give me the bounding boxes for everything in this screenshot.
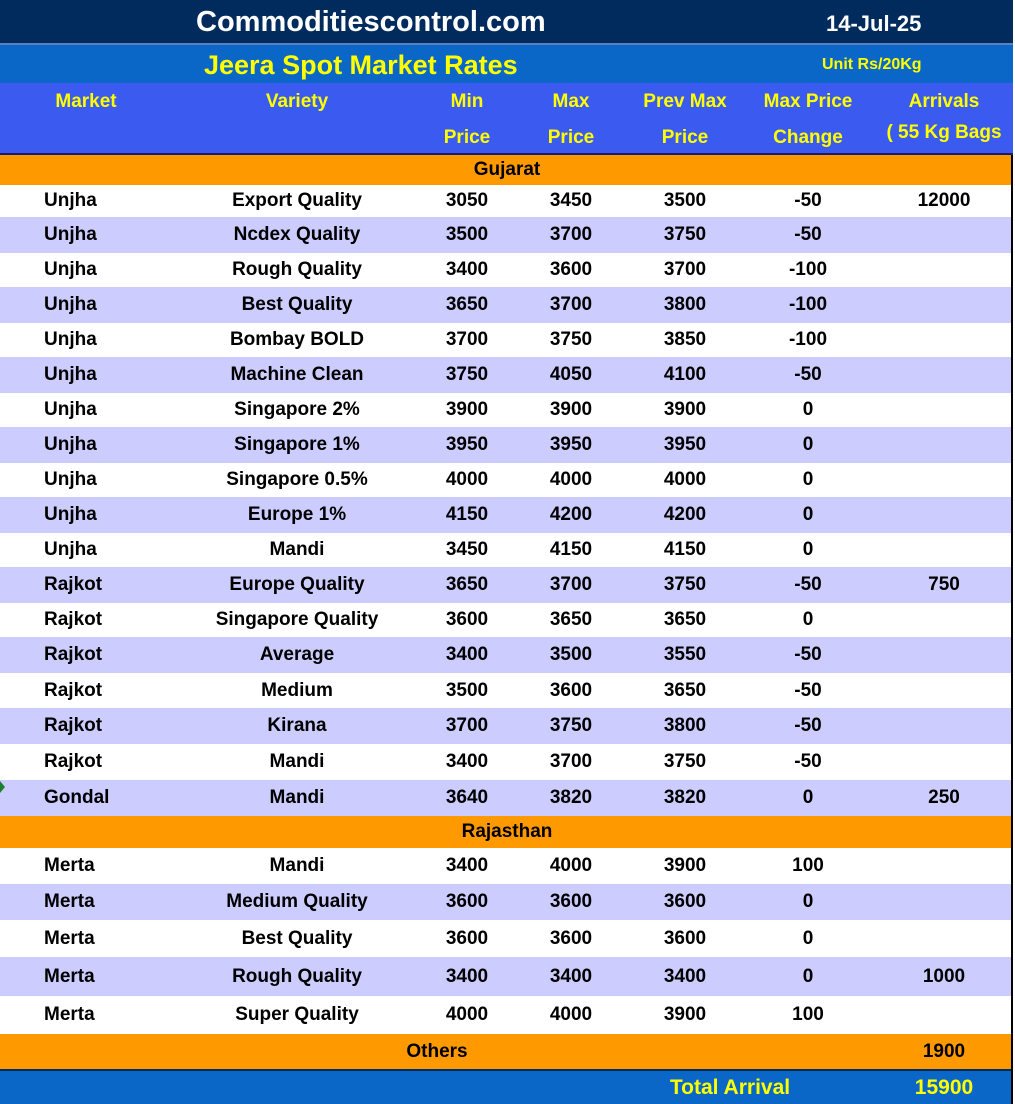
max-change-cell: 0 <box>802 434 814 455</box>
table-row <box>0 920 1011 957</box>
variety-cell: Bombay BOLD <box>229 329 365 350</box>
market-cell: Rajkot <box>44 644 103 665</box>
max-change-cell: -50 <box>794 364 822 385</box>
arrivals-cell: 1000 <box>922 965 966 987</box>
arrivals-cell: 750 <box>928 574 960 595</box>
market-cell: Unjha <box>44 259 97 280</box>
variety-cell: Singapore 2% <box>234 399 360 420</box>
max-change-cell: 0 <box>802 539 814 560</box>
max-price-cell: 3450 <box>549 190 593 211</box>
max-change-cell: -100 <box>788 294 828 315</box>
variety-cell: Europe 1% <box>247 504 347 525</box>
market-cell: Rajkot <box>44 574 103 595</box>
column-header-row <box>0 83 1013 155</box>
prev-max-cell: 3700 <box>663 259 707 280</box>
prev-max-cell: 3800 <box>663 715 707 736</box>
total-bar <box>0 1069 1011 1104</box>
market-cell: Unjha <box>44 469 97 490</box>
market-cell: Unjha <box>44 329 97 350</box>
table-row <box>0 427 1011 463</box>
col-max-header: Max <box>552 91 590 112</box>
market-cell: Unjha <box>44 364 97 385</box>
col-arrivals-header: Arrivals <box>908 91 980 112</box>
col-prev-max-header-2: Price <box>661 127 709 148</box>
max-change-cell: -50 <box>794 715 822 736</box>
table-row <box>0 637 1011 673</box>
others-arrivals: 1900 <box>922 1040 966 1062</box>
max-price-cell: 3500 <box>549 644 593 665</box>
prev-max-cell: 3550 <box>663 644 707 665</box>
max-change-cell: 0 <box>802 399 814 420</box>
report-date: 14-Jul-25 <box>826 11 922 36</box>
col-prev-max-header: Prev Max <box>643 91 727 112</box>
prev-max-cell: 3900 <box>663 399 707 420</box>
max-price-cell: 3750 <box>549 329 593 350</box>
market-cell: Rajkot <box>44 751 103 772</box>
table-row <box>0 744 1011 780</box>
col-max-header-2: Price <box>547 127 595 148</box>
min-price-cell: 3600 <box>445 891 489 912</box>
cell-marker <box>0 781 5 793</box>
table-row <box>0 533 1011 567</box>
max-change-cell: -50 <box>794 574 822 595</box>
variety-cell: Medium Quality <box>226 891 368 912</box>
max-price-cell: 4150 <box>549 539 593 560</box>
prev-max-cell: 3650 <box>663 679 707 701</box>
col-change-header-2: Change <box>773 127 843 148</box>
max-change-cell: 100 <box>792 1003 824 1025</box>
table-row <box>0 357 1011 393</box>
max-price-cell: 4000 <box>549 469 593 490</box>
prev-max-cell: 3600 <box>663 891 707 912</box>
col-variety-header: Variety <box>265 91 329 112</box>
section-rajasthan-label: Rajasthan <box>461 821 553 842</box>
market-cell: Merta <box>44 891 95 912</box>
market-cell: Merta <box>44 965 95 987</box>
prev-max-cell: 4000 <box>663 469 707 490</box>
max-change-cell: 0 <box>802 787 814 808</box>
min-price-cell: 3500 <box>445 679 489 701</box>
prev-max-cell: 3600 <box>663 927 707 949</box>
max-change-cell: 0 <box>802 965 814 987</box>
prev-max-cell: 3500 <box>663 190 707 211</box>
max-price-cell: 3900 <box>549 399 593 420</box>
table-row <box>0 603 1011 637</box>
max-price-cell: 3600 <box>549 259 593 280</box>
market-cell: Unjha <box>44 294 97 315</box>
market-cell: Gondal <box>44 787 110 808</box>
prev-max-cell: 3750 <box>663 751 707 772</box>
min-price-cell: 3400 <box>445 855 489 876</box>
min-price-cell: 3400 <box>445 965 489 987</box>
max-change-cell: -100 <box>788 329 828 350</box>
max-change-cell: 0 <box>802 891 814 912</box>
max-change-cell: -100 <box>788 259 828 280</box>
section-rajasthan <box>0 816 1011 848</box>
variety-cell: Super Quality <box>235 1003 359 1025</box>
variety-cell: Medium <box>261 679 333 701</box>
market-cell: Unjha <box>44 539 97 560</box>
prev-max-cell: 3400 <box>663 965 707 987</box>
max-price-cell: 3700 <box>549 574 593 595</box>
total-value: 15900 <box>914 1075 974 1099</box>
prev-max-cell: 3820 <box>663 787 707 808</box>
market-cell: Merta <box>44 1003 95 1025</box>
max-price-cell: 4000 <box>549 1003 593 1025</box>
market-cell: Merta <box>44 855 95 876</box>
variety-cell: Best Quality <box>241 927 353 949</box>
max-price-cell: 3750 <box>549 715 593 736</box>
site-banner <box>0 0 1013 45</box>
min-price-cell: 3400 <box>445 259 489 280</box>
max-price-cell: 3650 <box>549 609 593 630</box>
min-price-cell: 3450 <box>445 539 489 560</box>
title-banner <box>0 45 1013 83</box>
max-change-cell: 0 <box>802 504 814 525</box>
market-cell: Rajkot <box>44 715 103 736</box>
table-row <box>0 567 1011 603</box>
table-row <box>0 323 1011 357</box>
site-name: Commoditiescontrol.com <box>196 6 546 38</box>
min-price-cell: 3700 <box>445 329 489 350</box>
prev-max-cell: 3950 <box>663 434 707 455</box>
market-cell: Unjha <box>44 434 97 455</box>
max-price-cell: 3700 <box>549 224 593 245</box>
min-price-cell: 3650 <box>445 294 489 315</box>
min-price-cell: 3600 <box>445 927 489 949</box>
table-row <box>0 497 1011 533</box>
max-price-cell: 4200 <box>549 504 593 525</box>
table-row <box>0 996 1011 1033</box>
min-price-cell: 3050 <box>445 190 489 211</box>
variety-cell: Mandi <box>269 751 325 772</box>
min-price-cell: 3950 <box>445 434 489 455</box>
min-price-cell: 3700 <box>445 715 489 736</box>
page-title: Jeera Spot Market Rates <box>204 50 518 80</box>
max-change-cell: 0 <box>802 609 814 630</box>
table-row <box>0 463 1011 497</box>
max-change-cell: 100 <box>792 855 824 876</box>
col-min-header: Min <box>450 91 484 112</box>
unit-label: Unit Rs/20Kg <box>822 56 922 73</box>
max-price-cell: 3700 <box>549 294 593 315</box>
variety-cell: Ncdex Quality <box>233 224 361 245</box>
max-price-cell: 3600 <box>549 891 593 912</box>
table-row <box>0 253 1011 287</box>
prev-max-cell: 3850 <box>663 329 707 350</box>
min-price-cell: 3750 <box>445 364 489 385</box>
max-price-cell: 3400 <box>549 965 593 987</box>
variety-cell: Singapore 1% <box>234 434 360 455</box>
min-price-cell: 3400 <box>445 751 489 772</box>
table-row <box>0 708 1011 744</box>
others-row <box>0 1034 1011 1069</box>
col-min-header-2: Price <box>443 127 491 148</box>
max-price-cell: 4000 <box>549 855 593 876</box>
variety-cell: Machine Clean <box>230 364 364 385</box>
col-change-header: Max Price <box>763 91 853 112</box>
prev-max-cell: 3750 <box>663 224 707 245</box>
max-change-cell: 0 <box>802 927 814 949</box>
max-change-cell: -50 <box>794 679 822 701</box>
max-change-cell: 0 <box>802 469 814 490</box>
arrivals-cell: 12000 <box>917 190 971 211</box>
min-price-cell: 3900 <box>445 399 489 420</box>
prev-max-cell: 4150 <box>663 539 707 560</box>
market-cell: Unjha <box>44 399 97 420</box>
variety-cell: Europe Quality <box>229 574 365 595</box>
market-cell: Unjha <box>44 504 97 525</box>
variety-cell: Export Quality <box>232 190 362 211</box>
max-change-cell: -50 <box>794 190 822 211</box>
variety-cell: Mandi <box>269 787 325 808</box>
variety-cell: Singapore 0.5% <box>226 469 368 490</box>
max-price-cell: 4050 <box>549 364 593 385</box>
table-row <box>0 185 1011 217</box>
table-row <box>0 957 1011 996</box>
min-price-cell: 3600 <box>445 609 489 630</box>
max-price-cell: 3950 <box>549 434 593 455</box>
table-row <box>0 393 1011 427</box>
table-row <box>0 287 1011 323</box>
max-price-cell: 3700 <box>549 751 593 772</box>
min-price-cell: 3640 <box>445 787 489 808</box>
prev-max-cell: 4100 <box>663 364 707 385</box>
prev-max-cell: 3900 <box>663 855 707 876</box>
table-row <box>0 780 1011 816</box>
table-row <box>0 848 1011 884</box>
table-row <box>0 217 1011 253</box>
min-price-cell: 4000 <box>445 1003 489 1025</box>
market-cell: Rajkot <box>44 609 103 630</box>
min-price-cell: 3650 <box>445 574 489 595</box>
min-price-cell: 3400 <box>445 644 489 665</box>
max-price-cell: 3600 <box>549 927 593 949</box>
table-row <box>0 884 1011 920</box>
variety-cell: Mandi <box>269 855 325 876</box>
prev-max-cell: 3650 <box>663 609 707 630</box>
max-price-cell: 3820 <box>549 787 593 808</box>
variety-cell: Best Quality <box>241 294 353 315</box>
min-price-cell: 3500 <box>445 224 489 245</box>
col-arrivals-header-2: ( 55 Kg Bags <box>886 122 1002 143</box>
max-change-cell: -50 <box>794 644 822 665</box>
section-gujarat-label: Gujarat <box>473 159 541 180</box>
prev-max-cell: 3750 <box>663 574 707 595</box>
min-price-cell: 4150 <box>445 504 489 525</box>
table-row <box>0 673 1011 708</box>
max-price-cell: 3600 <box>549 679 593 701</box>
prev-max-cell: 3900 <box>663 1003 707 1025</box>
col-market-header: Market <box>55 91 117 112</box>
prev-max-cell: 3800 <box>663 294 707 315</box>
variety-cell: Average <box>259 644 335 665</box>
max-change-cell: -50 <box>794 751 822 772</box>
prev-max-cell: 4200 <box>663 504 707 525</box>
section-gujarat <box>0 155 1011 185</box>
variety-cell: Kirana <box>267 715 327 736</box>
variety-cell: Mandi <box>269 539 325 560</box>
variety-cell: Rough Quality <box>232 965 362 987</box>
others-label: Others <box>406 1040 468 1062</box>
variety-cell: Singapore Quality <box>215 609 379 630</box>
market-cell: Unjha <box>44 190 97 211</box>
variety-cell: Rough Quality <box>232 259 362 280</box>
market-cell: Merta <box>44 927 95 949</box>
arrivals-cell: 250 <box>928 787 960 808</box>
max-change-cell: -50 <box>794 224 822 245</box>
market-cell: Rajkot <box>44 679 103 701</box>
total-label: Total Arrival <box>669 1075 791 1099</box>
min-price-cell: 4000 <box>445 469 489 490</box>
market-cell: Unjha <box>44 224 97 245</box>
